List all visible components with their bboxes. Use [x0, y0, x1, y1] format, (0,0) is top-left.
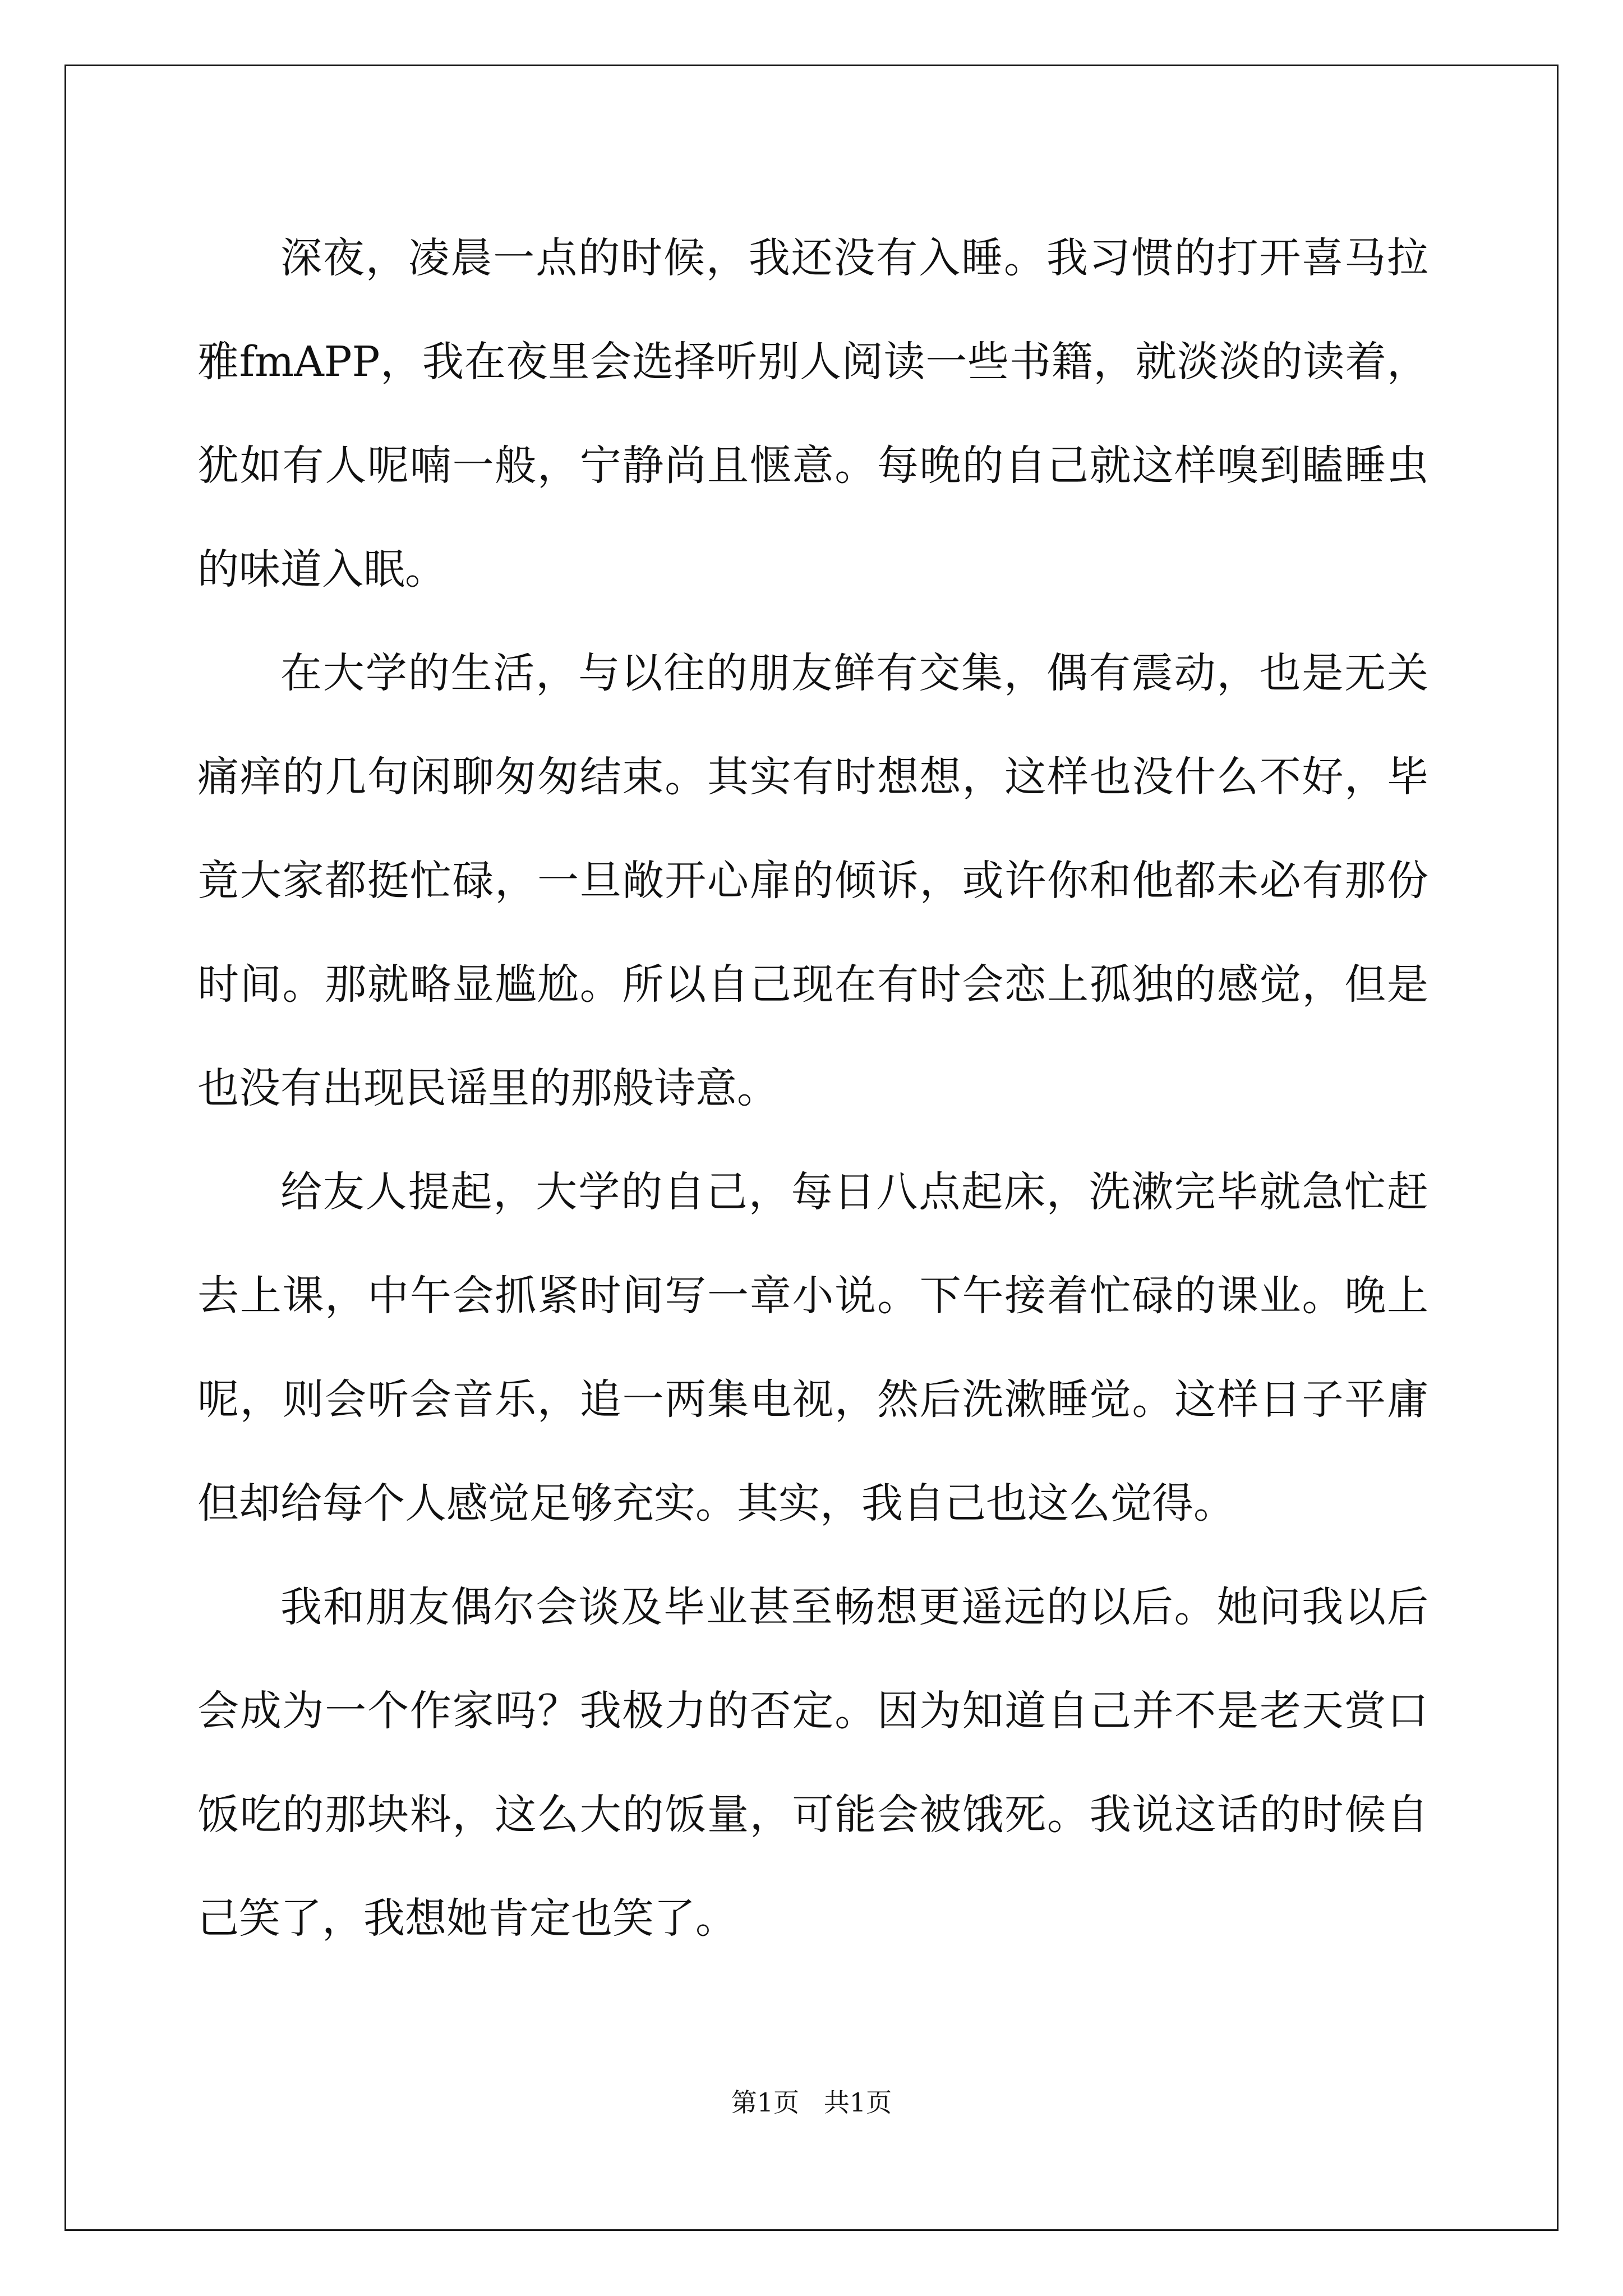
paragraph-3: 给友人提起，大学的自己，每日八点起床，洗漱完毕就急忙赶去上课，中午会抓紧时间写一章小说。下午接着忙碌的课业。晚上呢，则会听会音乐，追一两集电视，然后洗漱睡觉。这样日子平庸但却给每个人感觉足够充实。其实，我自己也这么觉得。 [197, 1168, 1428, 1527]
paragraph-2: 在大学的生活，与以往的朋友鲜有交集，偶有震动，也是无关痛痒的几句闲聊匆匆结束。其实有时想想，这样也没什么不好，毕竟大家都挺忙碌，一旦敞开心扉的倾诉，或许你和他都未必有那份时间。那就略显尴尬。所以自己现在有时会恋上孤独的感觉，但是也没有出现民谣里的那般诗意。 [197, 649, 1428, 1112]
document-body [197, 206, 1428, 1971]
page-footer: 第1页 共1页 [731, 2087, 892, 2118]
paragraph-4: 我和朋友偶尔会谈及毕业甚至畅想更遥远的以后。她问我以后会成为一个作家吗？我极力的否定。因为知道自己并不是老天赏口饭吃的那块料，这么大的饭量，可能会被饿死。我说这话的时候自己笑了，我想她肯定也笑了。 [197, 1583, 1428, 1943]
paragraph-1: 深夜，凌晨一点的时候，我还没有入睡。我习惯的打开喜马拉雅fmAPP，我在夜里会选择听别人阅读一些书籍，就淡淡的读着，犹如有人呢喃一般，宁静尚且惬意。每晚的自己就这样嗅到瞌睡虫的味道入眠。 [197, 234, 1428, 593]
